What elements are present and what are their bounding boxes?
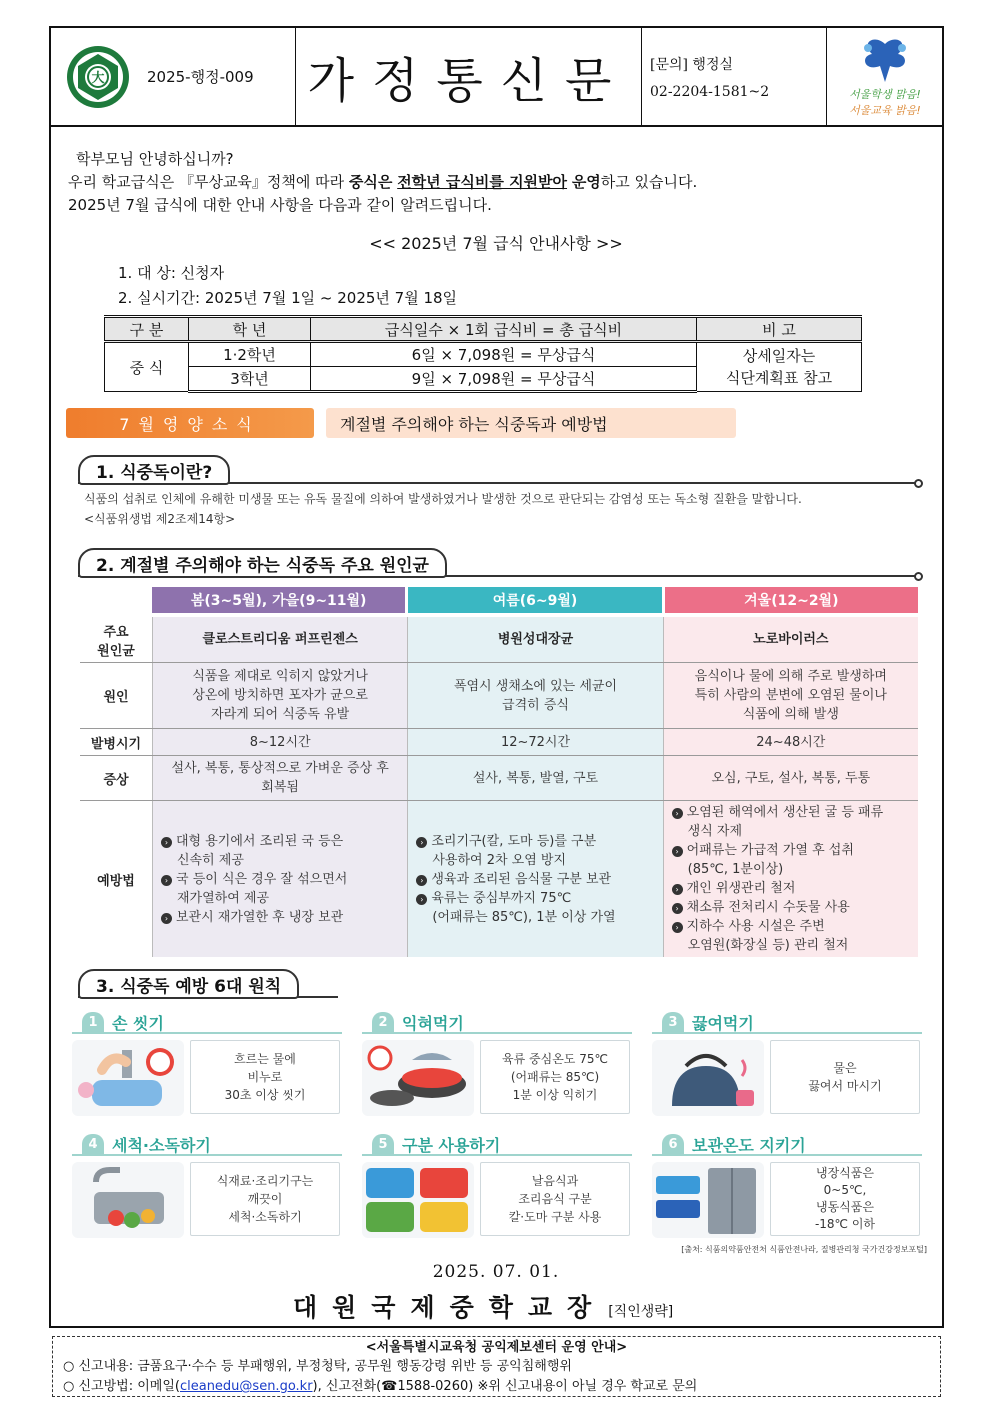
prevention-list — [152, 801, 407, 957]
nutrition-badge: 7월영양소식 — [66, 408, 314, 438]
principle-card: 6 보관온도 지키기 냉장식품은 0~5℃, 냉동식품은 -18℃ 이하 — [652, 1134, 922, 1242]
section-2-title: 2. 계절별 주의해야 하는 식중독 주요 원인균 — [78, 548, 447, 578]
prevention-item: › 오염된 해역에서 생산된 굴 등 패류 — [672, 803, 883, 822]
cutting-boards-illustration — [362, 1162, 474, 1238]
table-header: 학 년 — [189, 317, 311, 342]
bullet-arrow-icon: › — [161, 837, 172, 848]
document-number: 2025-행정-009 — [147, 68, 254, 86]
intro-line-2: 우리 학교급식은 『무상교육』정책에 따라 중식은 전학년 급식비를 지원받아 운영하고 있습니다. — [68, 173, 698, 191]
bullet-arrow-icon: › — [416, 875, 427, 886]
prevention-item: (어패류는 85℃), 1분 이상 가열 — [432, 909, 616, 925]
table-cell-grade: 1·2학년 — [189, 342, 311, 367]
slogan-line-2: 서울교육 밝음! — [848, 103, 921, 117]
prevention-item: › 보관시 재가열한 후 냉장 보관 — [161, 908, 343, 927]
symptom-row: 증상 설사, 복통, 통상적으로 가벼운 증상 후 회복됨 설사, 복통, 발열, 구토 오심, 구토, 설사, 복통, 두통 — [80, 756, 918, 801]
nutrition-banner — [66, 408, 736, 438]
section-3-title: 3. 식중독 예방 6대 원칙 — [78, 969, 299, 999]
table-cell-category: 중 식 — [105, 342, 189, 392]
seasonal-pathogen-grid — [80, 587, 918, 957]
issue-date: 2025. 07. 01. — [432, 1262, 560, 1282]
section-3-heading — [78, 968, 299, 1000]
bullet-arrow-icon: › — [672, 922, 683, 933]
cooking-illustration — [362, 1040, 474, 1116]
intro-text — [68, 148, 697, 217]
season-header: 겨울(12~2월) — [665, 587, 918, 613]
cause-row: 원인 식품을 제대로 익히지 않았거나 상온에 방치하면 포자가 균으로 자라게 되어 식중독 유발 폭염시 생채소에 있는 세균이 급격히 증식 음식이나 물에 의해 주로 발생하며 특히 사람의 분변에 오염된 물이나 식품에 의해 발생 — [80, 663, 918, 729]
nutrition-topic: 계절별 주의해야 하는 식중독과 예방법 — [326, 408, 736, 438]
bullet-arrow-icon: › — [416, 894, 427, 905]
prevention-item: › 육류는 중심부까지 75℃ — [416, 889, 571, 908]
prevention-item: 신속히 제공 — [177, 852, 244, 868]
principal-signature — [293, 1288, 673, 1324]
hand-washing-illustration — [72, 1040, 184, 1116]
table-cell-note: 상세일자는 식단계획표 참고 — [697, 342, 862, 392]
notice-heading: <서울특별시교육청 공익제보센터 운영 안내> — [365, 1340, 628, 1355]
table-cell-grade: 3학년 — [189, 367, 311, 392]
notice-period: 2. 실시기간: 2025년 7월 1일 ~ 2025년 7월 18일 — [118, 289, 458, 307]
prevention-list — [663, 801, 918, 957]
poster-source: [출처: 식품의약품안전처 식품안전나라, 질병관리청 국가건강정보포털] — [681, 1245, 927, 1254]
prevention-item: 사용하여 2차 오염 방지 — [432, 852, 567, 868]
principal-name: 대원국제중학교장 — [293, 1293, 607, 1322]
table-row — [105, 342, 862, 367]
contact-label: [문의] 행정실 — [650, 56, 733, 73]
refrigerator-illustration — [652, 1162, 764, 1238]
food-poisoning-definition: 식품의 섭취로 인체에 유해한 미생물 또는 유독 물질에 의하여 발생하였거나 발생한 것으로 판단되는 감염성 또는 독소형 질환을 말합니다. <식품위생법 제2조제14항> — [84, 492, 802, 526]
slogan-cell — [827, 28, 942, 125]
prevention-item: › 대형 용기에서 조리된 국 등은 — [161, 832, 343, 851]
prevention-item: 오염원(화장실 등) 관리 철저 — [687, 938, 849, 953]
prevention-item: (85℃, 1분이상) — [687, 862, 784, 877]
prevention-item: › 채소류 전처리시 수돗물 사용 — [672, 898, 850, 917]
email-link[interactable]: cleanedu@sen.go.kr — [179, 1379, 313, 1394]
section-2-heading — [78, 547, 447, 579]
pathogen-row: 주요 원인균 클로스트리디움 퍼프린젠스 병원성대장균 노로바이러스 — [80, 617, 918, 663]
report-content: ○ 신고내용: 금품요구·수수 등 부패행위, 부정청탁, 공무원 행동강령 위반 등 공익침해행위 — [63, 1359, 572, 1374]
whistleblower-notice — [52, 1336, 941, 1397]
kettle-illustration — [652, 1040, 764, 1116]
principle-card: 3 끓여먹기 물은 끓여서 마시기 — [652, 1012, 922, 1120]
season-header: 봄(3~5월), 가을(9~11월) — [152, 587, 405, 613]
prevention-item: › 국 등이 식은 경우 잘 섞으면서 — [161, 870, 347, 889]
bullet-arrow-icon: › — [161, 875, 172, 886]
notice-target: 1. 대 상: 신청자 — [118, 264, 225, 282]
greeting: 학부모님 안녕하십니까? — [76, 150, 234, 168]
table-header: 비 고 — [697, 317, 862, 342]
bullet-arrow-icon: › — [161, 913, 172, 924]
intro-line-3: 2025년 7월 급식에 대한 안내 사항을 다음과 같이 알려드립니다. — [68, 196, 492, 214]
seoul-education-logo — [830, 34, 940, 120]
prevention-item: › 조리기구(칼, 도마 등)를 구분 — [416, 832, 596, 851]
letter-header — [49, 26, 944, 127]
seal-note: [직인생략] — [608, 1304, 674, 1320]
prevention-item: › 어패류는 가급적 가열 후 섭취 — [672, 841, 854, 860]
bullet-arrow-icon: › — [672, 808, 683, 819]
table-header: 구 분 — [105, 317, 189, 342]
washing-utensils-illustration — [72, 1162, 184, 1238]
onset-row: 발병시기 8~12시간 12~72시간 24~48시간 — [80, 729, 918, 756]
season-header-row — [152, 587, 918, 613]
heading-end-dot — [914, 479, 923, 488]
prevention-list — [407, 801, 662, 957]
principle-card: 4 세척·소독하기 식재료·조리기구는 깨끗이 세척·소독하기 — [72, 1134, 342, 1242]
title-cell — [296, 28, 642, 125]
principle-card: 2 익혀먹기 육류 중심온도 75℃ (어패류는 85℃) 1분 이상 익히기 — [362, 1012, 632, 1120]
bullet-arrow-icon: › — [672, 903, 683, 914]
principle-card: 5 구분 사용하기 날음식과 조리음식 구분 칼·도마 구분 사용 — [362, 1134, 632, 1242]
prevention-item: › 지하수 사용 시설은 주변 — [672, 917, 825, 936]
heading-end-dot — [914, 572, 923, 581]
contact-phone: 02-2204-1581~2 — [650, 83, 770, 100]
table-cell-calc: 9일 × 7,098원 = 무상급식 — [311, 367, 697, 392]
report-method: ○ 신고방법: 이메일(cleanedu@sen.go.kr), 신고전화(☎1588-0260) ※위 신고내용이 아닐 경우 학교로 문의 — [63, 1379, 698, 1394]
meal-fee-table — [104, 315, 862, 393]
section-1-heading — [78, 454, 230, 486]
bullet-arrow-icon: › — [672, 846, 683, 857]
school-logo-cell — [51, 28, 296, 125]
notice-title: << 2025년 7월 급식 안내사항 >> — [369, 234, 623, 253]
school-emblem-icon — [65, 44, 131, 110]
prevention-item: › 개인 위생관리 철저 — [672, 879, 796, 898]
prevention-row: 예방법 › 대형 용기에서 조리된 국 등은 신속히 제공 › 국 등이 식은 경우 잘 섞으면서 재가열하여 제공 › 보관시 재가열한 후 냉장 보관 › 조리기구(칼, 도마 등)를 구분 사용하여 2차 오염 방지 › 생육과 조리된 음식물 구분 보관 › 육류는 중심부까지 75℃ (어패류는 85℃), 1분 이상 가열 › 오염된 해역에서 생산된 굴 등 패류 생식 자제 › 어패류는 가급적 가열 후 섭취 (85℃, 1분이상) › 개인 위생관리 철저 › 채소류 전처리시 수돗물 사용 › 지하수 사용 시설은 주변 오염원(화장실 등) 관리 철저 — [80, 801, 918, 957]
bullet-arrow-icon: › — [416, 837, 427, 848]
contact-cell — [642, 28, 827, 125]
table-cell-calc: 6일 × 7,098원 = 무상급식 — [311, 342, 697, 367]
prevention-item: 재가열하여 제공 — [177, 890, 270, 906]
season-header: 여름(6~9월) — [408, 587, 661, 613]
slogan-line-1: 서울학생 맑음! — [848, 87, 921, 101]
prevention-item: › 생육과 조리된 음식물 구분 보관 — [416, 870, 611, 889]
letter-title: 가정통신문 — [307, 53, 630, 109]
section-1-title: 1. 식중독이란? — [78, 455, 230, 485]
prevention-item: 생식 자제 — [687, 824, 743, 839]
bullet-arrow-icon: › — [672, 884, 683, 895]
principle-card: 1 손 씻기 흐르는 물에 비누로 30초 이상 씻기 — [72, 1012, 342, 1120]
svg-text:大: 大 — [91, 70, 105, 86]
table-header: 급식일수 × 1회 급식비 = 총 급식비 — [311, 317, 697, 342]
